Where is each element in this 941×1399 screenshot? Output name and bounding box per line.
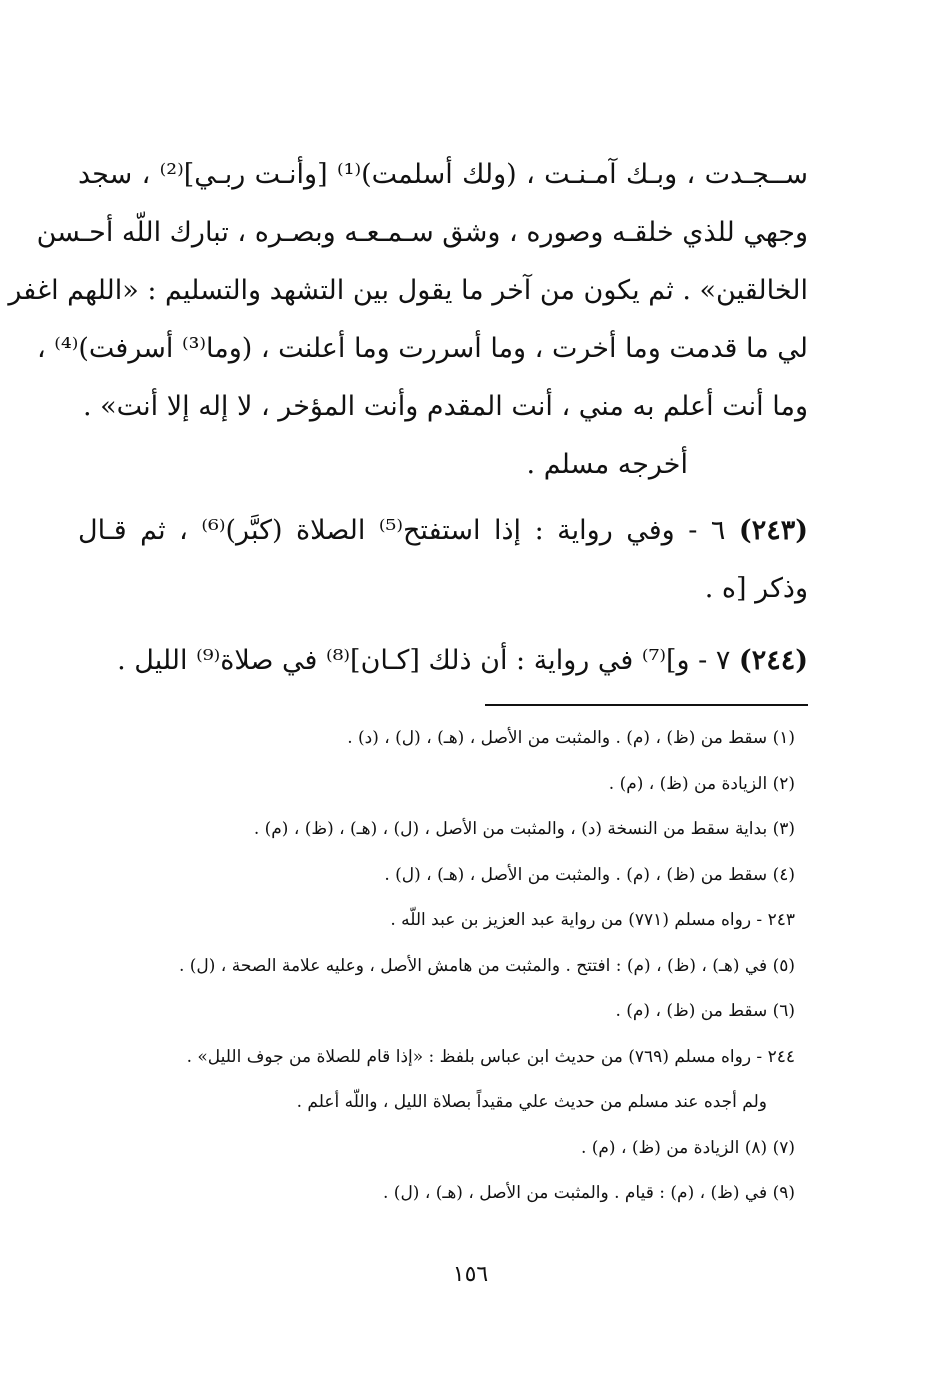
footnote: ٢٤٣ - رواه مسلم (٧٧١) من رواية عبد العزيز بن عبد اللّه . bbox=[390, 910, 795, 930]
footnote: (٤) سقط من (ظ) ، (م) . والمثبت من الأصل ، (هـ) ، (ل) . bbox=[384, 864, 795, 885]
hadith-number: (٢٤٤) bbox=[738, 645, 808, 676]
text-line: ســجـدت ، وبـك آمـنـت ، (ولك أسلمت)⁽¹⁾ [وأنـت ربـي]⁽²⁾ ، سجد bbox=[78, 159, 808, 190]
footnote: (٥) في (هـ) ، (ظ) ، (م) : افتتح . والمثبت من هامش الأصل ، وعليه علامة الصحة ، (ل) . bbox=[178, 955, 795, 976]
footnote: (١) سقط من (ظ) ، (م) . والمثبت من الأصل ، (هـ) ، (ل) ، (د) . bbox=[347, 728, 795, 748]
footnote: ٢٤٤ - رواه مسلم (٧٦٩) من حديث ابن عباس بلفظ : «إذا قام للصلاة من جوف الليل» . bbox=[186, 1046, 795, 1067]
footnotes bbox=[70, 716, 795, 1217]
footnote: (٧) (٨) الزيادة من (ظ) ، (م) . bbox=[580, 1137, 795, 1158]
hadith-243-line-2: وذكر [ه . bbox=[704, 573, 808, 604]
footnote-continuation: ولم أجده عند مسلم من حديث علي مقيداً بصلاة الليل ، واللّه أعلم . bbox=[296, 1092, 767, 1112]
hadith-243-line-1: (٢٤٣) ٦ - وفي رواية : إذا استفتح⁽⁵⁾ الصلاة (كبَّر)⁽⁶⁾ ، ثم قـال bbox=[78, 515, 808, 546]
page-number: ١٥٦ bbox=[452, 1262, 489, 1287]
text-line: الخالقين» . ثم يكون من آخر ما يقول بين التشهد والتسليم : «اللهم اغفر bbox=[8, 275, 808, 306]
footnote-separator bbox=[485, 704, 808, 706]
text-line: لي ما قدمت وما أخرت ، وما أسررت وما أعلنت ، (وما⁽³⁾ أسرفت)⁽⁴⁾ ، bbox=[36, 333, 808, 364]
footnote: (٩) في (ظ) ، (م) : قيام . والمثبت من الأصل ، (هـ) ، (ل) . bbox=[383, 1183, 795, 1203]
footnote: (٢) الزيادة من (ظ) ، (م) . bbox=[608, 773, 795, 794]
footnote: (٣) بداية سقط من النسخة (د) ، والمثبت من الأصل ، (ل) ، (هـ) ، (ظ) ، (م) . bbox=[253, 819, 795, 839]
text-line: وجهي للذي خلقـه وصوره ، وشق سـمـعـه وبصـره ، تبارك اللّه أحـسن bbox=[36, 217, 808, 248]
main-text bbox=[8, 146, 808, 690]
footnote: (٦) سقط من (ظ) ، (م) . bbox=[615, 1001, 795, 1021]
takhrij-line: أخرجه مسلم . bbox=[526, 449, 688, 480]
hadith-244-line-1: (٢٤٤) ٧ - و]⁽⁷⁾ في رواية : أن ذلك [كـان]⁽⁸⁾ في صلاة⁽⁹⁾ الليل . bbox=[117, 645, 808, 676]
text-line: وما أنت أعلم به مني ، أنت المقدم وأنت المؤخر ، لا إله إلا أنت» . bbox=[82, 391, 808, 422]
hadith-number: (٢٤٣) bbox=[738, 515, 808, 546]
